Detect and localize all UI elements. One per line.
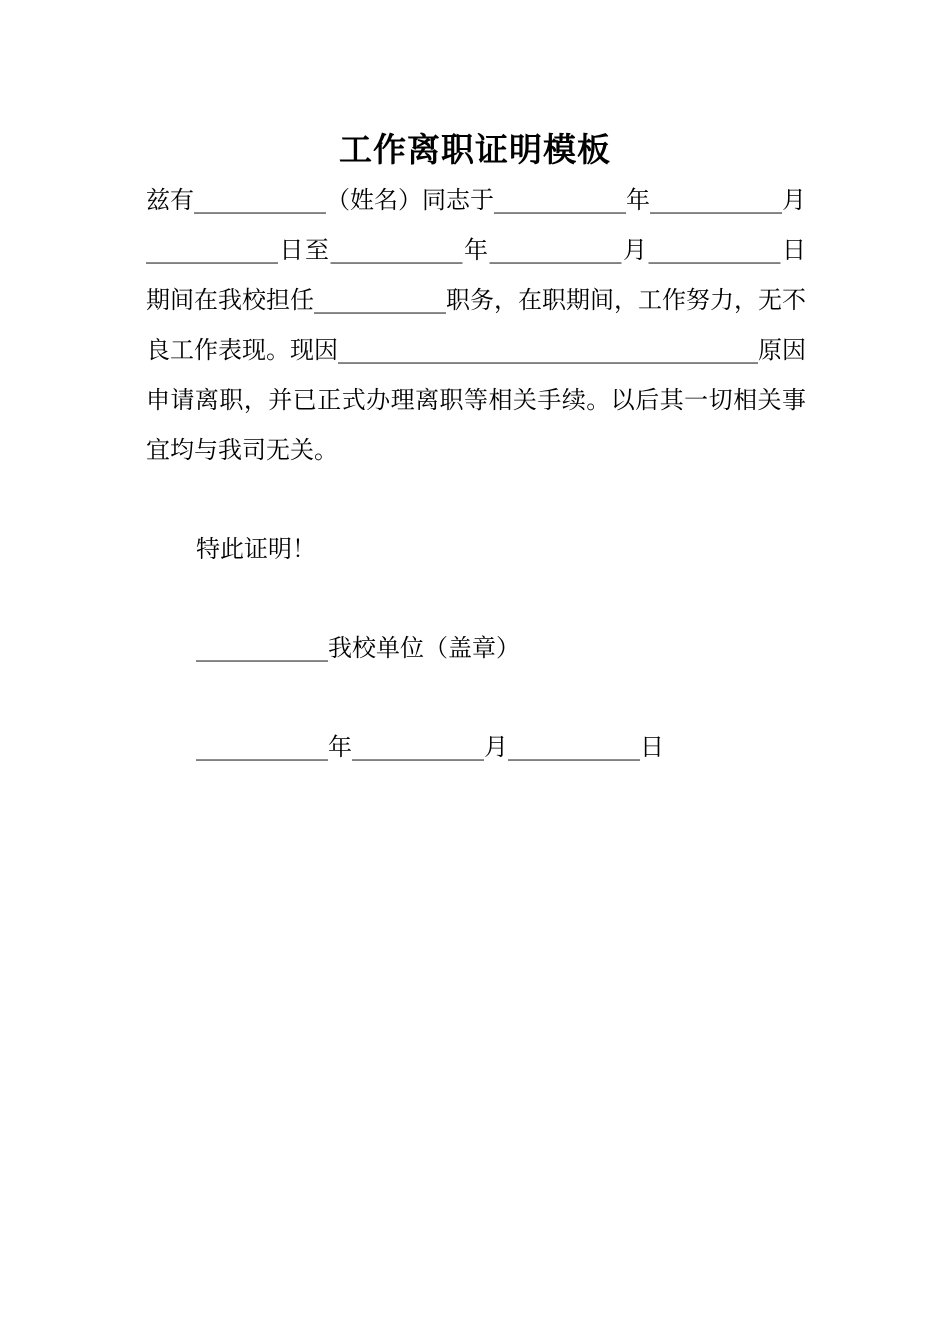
date-line: ___________年___________月___________日	[196, 733, 664, 761]
document-body: 兹有___________（姓名）同志于___________年___________月___________日至___________年___________月___________日期间在我校担任___________职务，在职期间，工作努力，无不良工作表现。现因___________________________________原因申请离职，并已正式办理离职等相关手续。以后其一切相关事宜均与我司无关。	[146, 186, 806, 464]
document-title: 工作离职证明模板	[339, 130, 611, 169]
closing-statement: 特此证明！	[196, 535, 316, 563]
signature-line: ___________我校单位（盖章）	[196, 634, 520, 662]
